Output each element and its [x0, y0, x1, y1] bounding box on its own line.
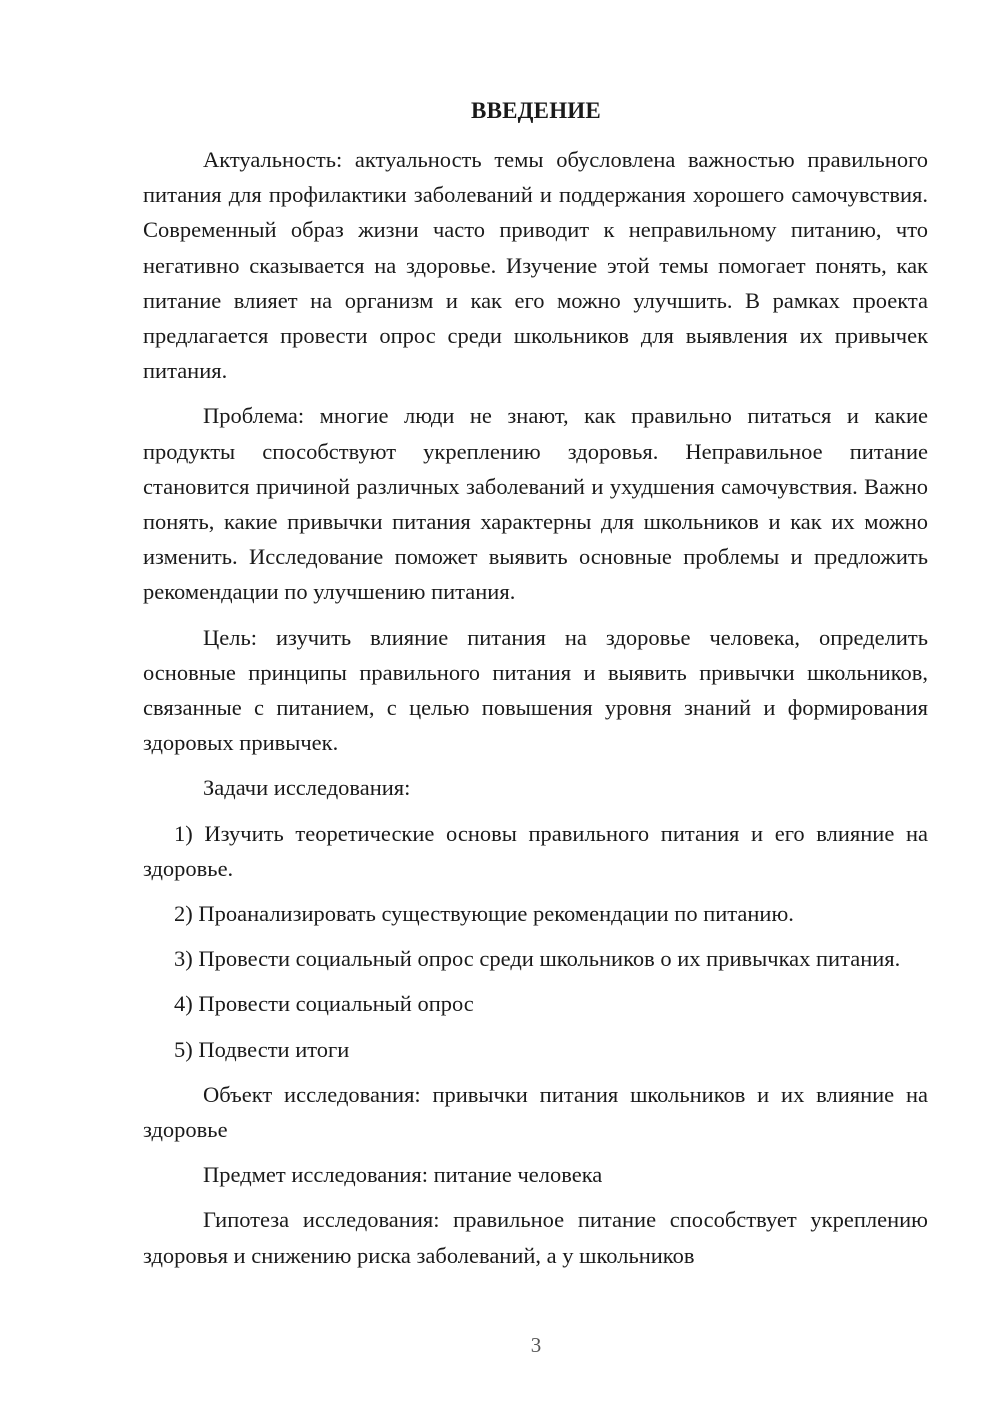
body-text: [143, 142, 928, 1273]
task-item: 1) Изучить теоретические основы правильного питания и его влияние на здоровье.: [143, 820, 928, 881]
research-subject-paragraph: Предмет исследования: питание человека: [203, 1162, 603, 1188]
hypothesis-paragraph: Гипотеза исследования: правильное питание способствует укреплению здоровья и снижению риска заболеваний, а у школьников: [143, 1207, 928, 1268]
task-item: 2) Проанализировать существующие рекомендации по питанию.: [174, 901, 794, 927]
tasks-heading: Задачи исследования:: [203, 775, 411, 801]
research-object-paragraph: Объект исследования: привычки питания школьников и их влияние на здоровье: [143, 1081, 928, 1143]
task-item: 5) Подвести итоги: [174, 1036, 350, 1062]
page-number: 3: [530, 1333, 542, 1357]
relevance-paragraph: Актуальность: актуальность темы обусловлена важностью правильного питания для профилактики заболеваний и поддержания хорошего самочувствия. Современный образ жизни часто приводит к неправильному питанию, что негативно сказывается на здоровье. Изучение этой темы помогает понять, как питание влияет на организм и как его можно улучшить. В рамках проекта предлагается провести опрос среди школьников для выявления их привычек питания.: [143, 147, 928, 384]
section-title: ВВЕДЕНИЕ: [471, 98, 601, 123]
problem-paragraph: Проблема: многие люди не знают, как правильно питаться и какие продукты способствуют укреплению здоровья. Неправильное питание становится причиной различных заболеваний и ухудшения самочувствия. Важно понять, какие привычки питания характерны для школьников и как их можно изменить. Исследование поможет выявить основные проблемы и предложить рекомендации по улучшению питания.: [143, 403, 928, 605]
task-item: 3) Провести социальный опрос среди школьников о их привычках питания.: [174, 946, 901, 972]
goal-paragraph: Цель: изучить влияние питания на здоровье человека, определить основные принципы правильного питания и выявить привычки школьников, связанные с питанием, с целью повышения уровня знаний и формирования здоровых привычек.: [143, 624, 928, 756]
task-item: 4) Провести социальный опрос: [174, 991, 474, 1017]
